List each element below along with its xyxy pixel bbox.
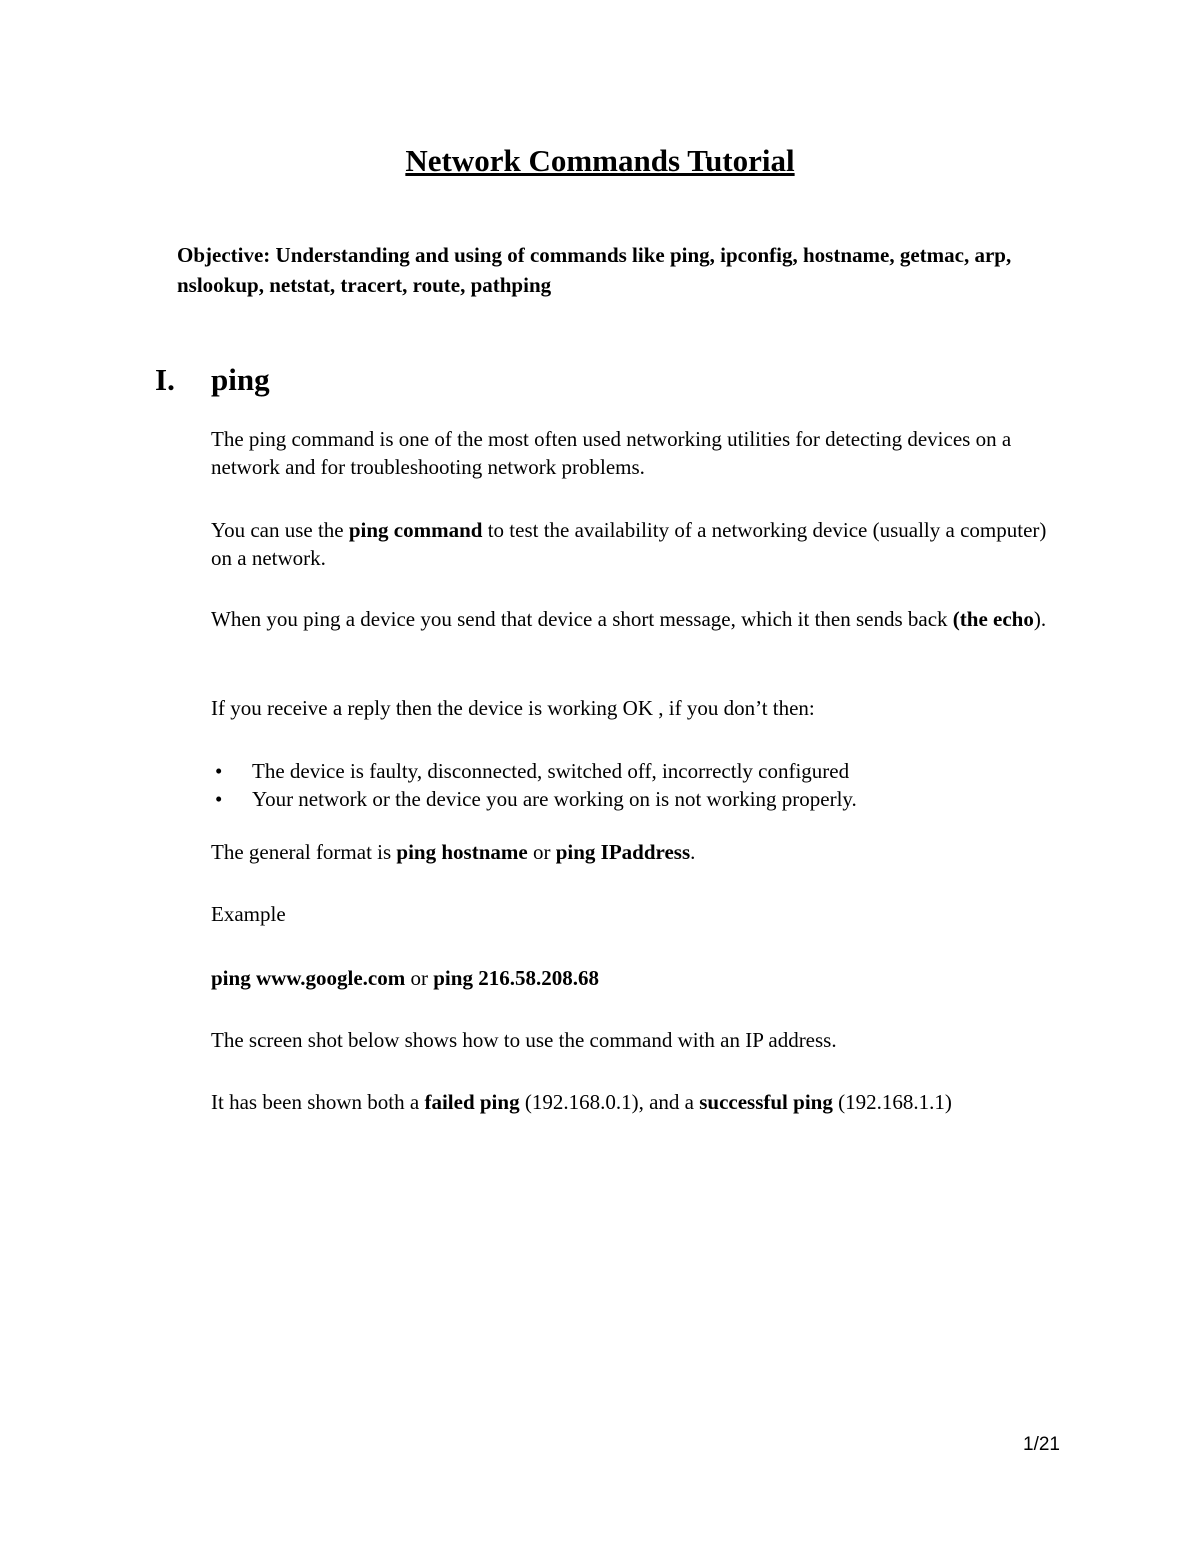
paragraph-example-commands: ping www.google.com or ping 216.58.208.68 [211,966,599,990]
document-title: Network Commands Tutorial [405,143,795,178]
paragraph-ping-results: It has been shown both a failed ping (192.168.0.1), and a successful ping (192.168.1.1) [211,1090,952,1114]
objective-text: Objective: Understanding and using of commands like ping, ipconfig, hostname, getmac, arp, nslookup, netstat, tracert, route, pathping [177,243,1012,297]
paragraph-ping-intro: The ping command is one of the most often used networking utilities for detecting devices on a network and for troubleshooting network problems. [211,427,1012,479]
section-heading [155,360,270,400]
list-item: • The device is faulty, disconnected, switched off, incorrectly configured [211,757,1071,785]
paragraph-ping-reply: If you receive a reply then the device is working OK , if you don’t then: [211,696,815,720]
failure-reasons-list [211,757,1071,813]
paragraph-ping-echo: When you ping a device you send that device a short message, which it then sends back (the echo). [211,607,1047,631]
paragraph-screenshot-note: The screen shot below shows how to use the command with an IP address. [211,1028,837,1052]
page-number: 1/21 [1023,1434,1060,1455]
section-number: I. [155,362,175,397]
list-item: • Your network or the device you are working on is not working properly. [211,785,1071,813]
paragraph-example-label: Example [211,902,286,926]
paragraph-general-format: The general format is ping hostname or ping IPaddress. [211,840,696,864]
paragraph-ping-usage: You can use the ping command to test the availability of a networking device (usually a computer) on a network. [211,518,1047,570]
section-title: ping [211,362,270,397]
